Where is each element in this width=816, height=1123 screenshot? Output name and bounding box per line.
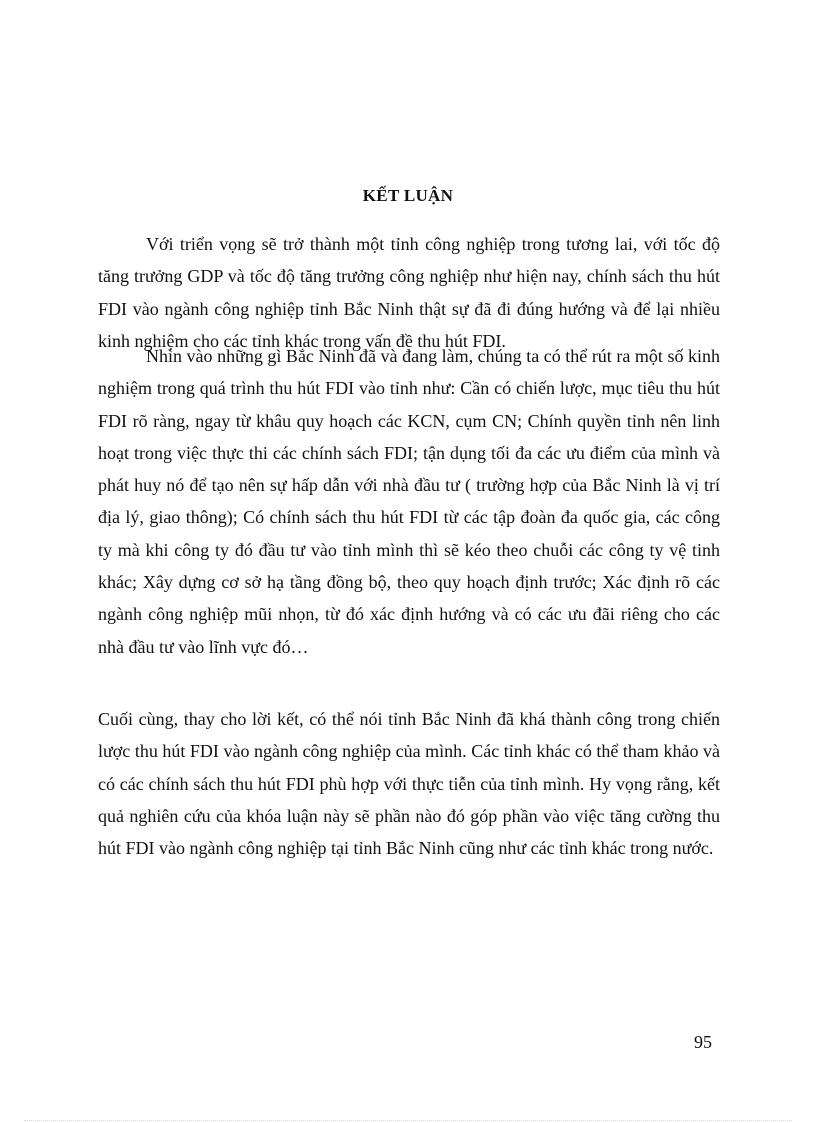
page-number: 95: [694, 1032, 712, 1052]
paragraph-conclusion: Cuối cùng, thay cho lời kết, có thể nói tỉnh Bắc Ninh đã khá thành công trong chiến lược thu hút FDI vào ngành công nghiệp của mình. Các tỉnh khác có thể tham khảo và có các chính sách thu hút FDI phù hợp với thực tiễn của tỉnh mình. Hy vọng rằng, kết quả nghiên cứu của khóa luận này sẽ phần nào đó góp phần vào việc tăng cường thu hút FDI vào ngành công nghiệp tại tỉnh Bắc Ninh cũng như các tỉnh khác trong nước.: [98, 709, 720, 859]
paragraph-lessons: Nhìn vào những gì Bắc Ninh đã và đang làm, chúng ta có thể rút ra một số kinh nghiệm trong quá trình thu hút FDI vào tỉnh như: Cần có chiến lược, mục tiêu thu hút FDI rõ ràng, ngay từ khâu quy hoạch các KCN, cụm CN; Chính quyền tỉnh nên linh hoạt trong việc thực thi các chính sách FDI; tận dụng tối đa các ưu điểm của mình và phát huy nó để tạo nên sự hấp dẫn với nhà đầu tư ( trường hợp của Bắc Ninh là vị trí địa lý, giao thông); Có chính sách thu hút FDI từ các tập đoàn đa quốc gia, các công ty mà khi công ty đó đầu tư vào tỉnh mình thì sẽ kéo theo chuỗi các công ty vệ tinh khác; Xây dựng cơ sở hạ tầng đồng bộ, theo quy hoạch định trước; Xác định rõ các ngành công nghiệp mũi nhọn, từ đó xác định hướng và có các ưu đãi riêng cho các nhà đầu tư vào lĩnh vực đó…: [98, 346, 720, 657]
paragraph-intro: Với triển vọng sẽ trở thành một tỉnh công nghiệp trong tương lai, với tốc độ tăng trưởng GDP và tốc độ tăng trưởng công nghiệp như hiện nay, chính sách thu hút FDI vào ngành công nghiệp tỉnh Bắc Ninh thật sự đã đi đúng hướng và để lại nhiều kinh nghiệm cho các tỉnh khác trong vấn đề thu hút FDI.: [98, 234, 720, 351]
page-title: KẾT LUẬN: [362, 186, 454, 205]
page-bottom-divider: [24, 1120, 792, 1121]
